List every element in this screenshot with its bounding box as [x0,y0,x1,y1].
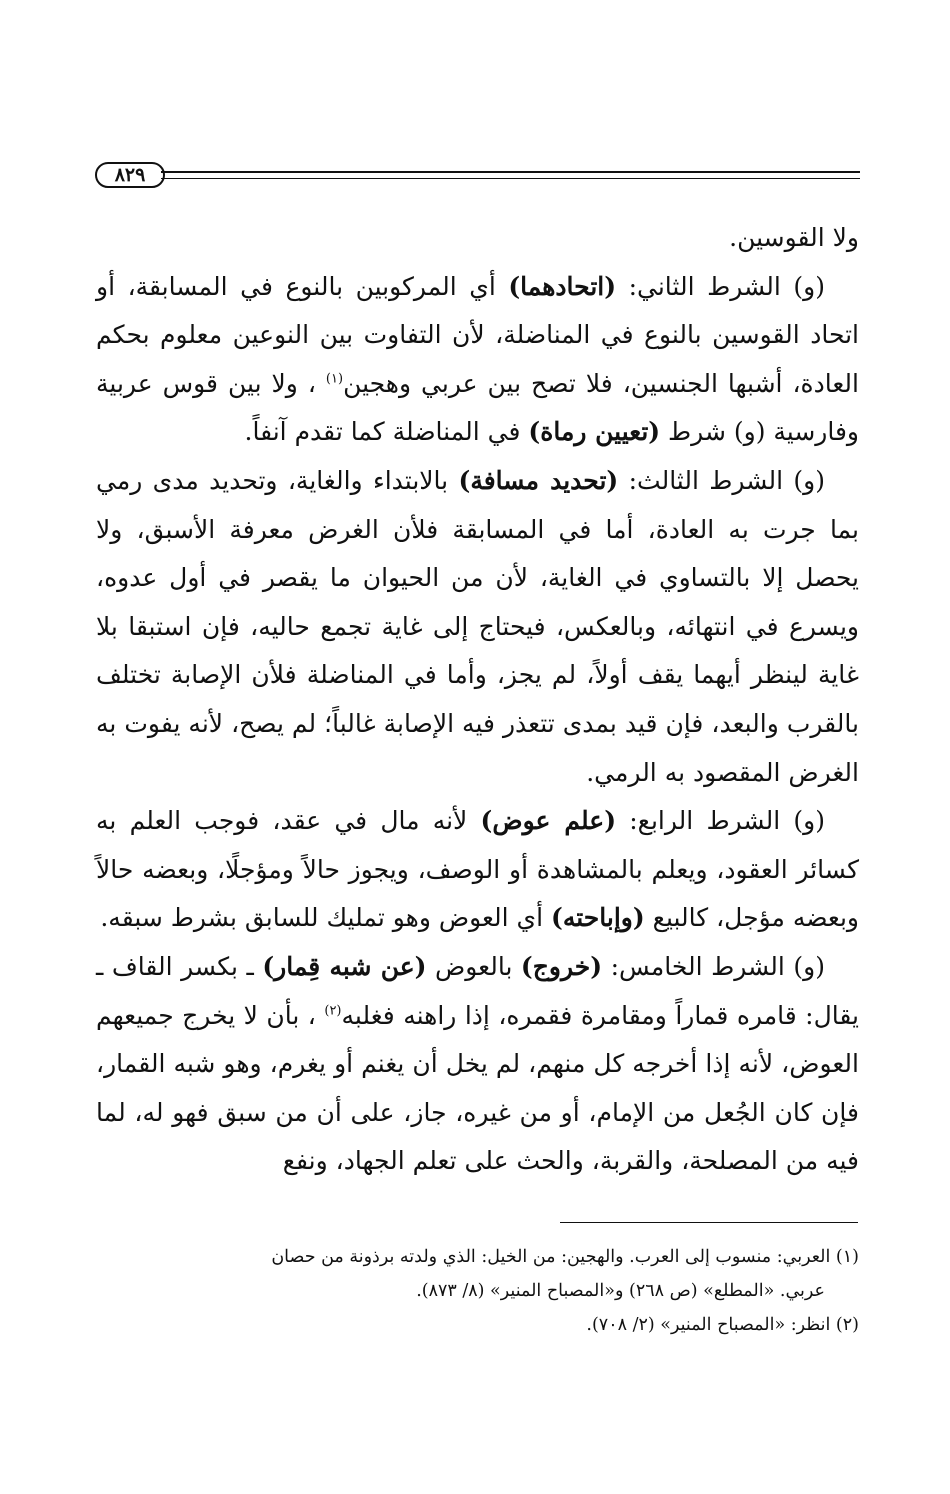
text-run: ، ولا بين قوس عربية وفارسية (و) شرط [96,368,859,447]
text-run: بالابتداء والغاية، وتحديد مدى رمي بما جرت به العادة، أما في المسابقة فلأن الغرض معرفة الأسبق، ولا يحصل إلا بالتساوي في الغاية، لأن من الحيوان ما يقصر في أول عدوه، ويسرع في انتهائه، وبالعكس، فيحتاج إلى غاية تجمع حاليه، فإن استبقا بلا غاية لينظر أيهما يقف أولاً، لم يجز، وأما في المناضلة فلأن الإصابة تختلف بالقرب والبعد، فإن قيد بمدى تتعذر فيه الإصابة غالباً؛ لم يصح، لأنه يفوت به الغرض المقصود به الرمي. [96,465,859,787]
text-run: ، بأن لا يخرج جميعهم العوض، لأنه إذا أخرجه كل منهم، لم يخل أن يغنم أو يغرم، وهو شبه القمار، فإن كان الجُعل من الإمام، أو من غيره، جاز، على أن من سبق فهو له، لما فيه من المصلحة، والقربة، والحث على تعلم الجهاد، ونفع [96,1000,859,1176]
paragraph-2 [96,263,859,457]
text-run: (و) الشرط الثاني: [616,271,825,301]
text-run: (و) الشرط الخامس: [602,951,825,981]
header-rule [161,171,860,179]
footnote-1-line-1: (١) العربي: منسوب إلى العرب. والهجين: من الخيل: الذي ولدته برذونة من حصان [271,1247,859,1267]
matn-term: (وإباحته) [551,903,645,933]
footnote-ref-1[interactable]: (١) [325,371,344,387]
matn-term: (اتحادهما) [508,271,617,301]
paragraph-5 [96,943,859,1186]
footnote-separator [560,1222,858,1223]
matn-term: (خروج) [520,951,603,981]
text-run: بالعوض [426,951,521,981]
matn-term: (تعيين رماة) [528,417,661,447]
text-run: لأنه مال في عقد، فوجب العلم به كسائر العقود، ويعلم بالمشاهدة أو الوصف، ويجوز حالاً ومؤجلًا، وبعضه حالاً وبعضه مؤجل، كالبيع [96,806,859,933]
matn-term: (علم عوض) [480,806,617,836]
paragraph-3 [96,457,859,797]
main-text [96,214,859,1186]
paragraph-4 [96,797,859,943]
text-run: (و) الشرط الثالث: [618,465,826,495]
footnote-ref-2[interactable]: (٢) [324,1003,342,1019]
footnotes [96,1240,859,1342]
matn-term: (تحديد مسافة) [458,465,619,495]
text-run: في المناضلة كما تقدم آنفاً. [244,417,529,447]
text-run: أي العوض وهو تمليك للسابق بشرط سبقه. [100,903,552,933]
text-run: (و) الشرط الرابع: [616,806,826,836]
text-run: أي المركوبين بالنوع في المسابقة، أو اتحاد القوسين بالنوع في المناضلة، لأن التفاوت بين النوعين معلوم بحكم العادة، أشبها الجنسين، فلا تصح بين عربي وهجين [96,271,859,398]
paragraph-1: ولا القوسين. [729,223,859,252]
text-run: ـ بكسر القاف ـ يقال: قامره قماراً ومقامرة فقمره، إذا راهنه فغلبه [96,951,859,1030]
footnote-2: (٢) انظر: «المصباح المنير» (٢/ ٧٠٨). [586,1315,859,1335]
page-number: ٨٢٩ [95,162,165,188]
footnote-1-line-2: عربي. «المطلع» (ص ٢٦٨) و«المصباح المنير» (٨/ ٨٧٣). [416,1281,825,1301]
matn-term: (عن شبه قِمار) [262,951,427,981]
page-header [95,162,860,192]
